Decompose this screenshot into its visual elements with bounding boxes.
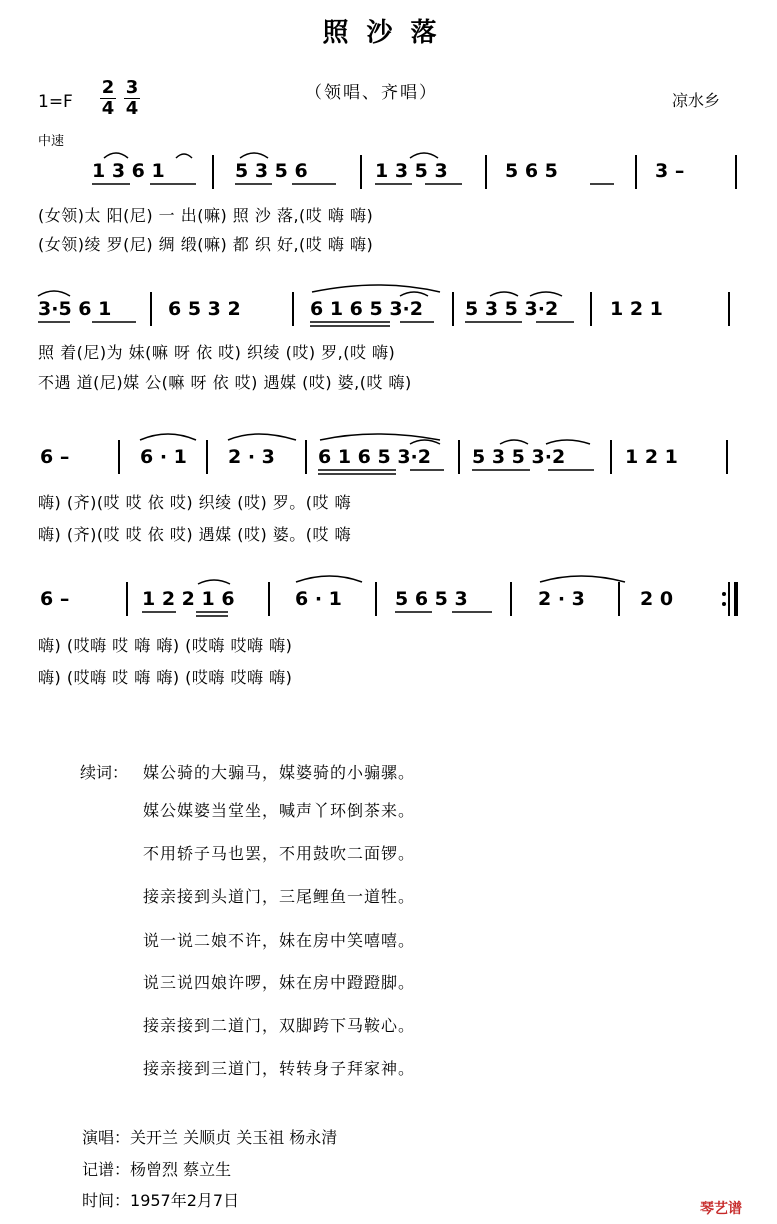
credit-singers (82, 1125, 337, 1148)
repeat-dot (722, 602, 726, 606)
slur (410, 440, 440, 444)
system2-measure2: 6 5 3 2 (168, 298, 241, 320)
meter2-bottom: 4 (125, 98, 139, 119)
slur (410, 153, 438, 158)
system2-measure1: 3·5 6 1 (38, 298, 112, 320)
key-signature: 1=F (38, 92, 73, 112)
slur (140, 434, 196, 440)
verse-line-2: 媒公媒婆当堂坐，喊声丫环倒茶来。 (143, 801, 416, 820)
tempo-mark: 中速 (38, 134, 65, 149)
system4-measure6: 2 0 (640, 588, 674, 610)
credit-transcribers (82, 1157, 231, 1180)
system4-measure5: 2 · 3 (538, 588, 585, 610)
system4-lyric1: 嗨) (哎嗨 哎 嗨 嗨) (哎嗨 哎嗨 嗨) (38, 636, 293, 655)
author: 凉水乡 (672, 91, 721, 110)
system1-measure3: 1 3 5 3 (375, 160, 448, 182)
slur (320, 434, 440, 440)
system3-lyric1: 嗨) (齐)(哎 哎 依 哎) 织绫 (哎) 罗。(哎 嗨 (38, 493, 352, 512)
system3-measure2: 6 · 1 (140, 446, 187, 468)
system2-lyric2: 不遇 道(尼)媒 公(嘛 呀 依 哎) 遇媒 (哎) 婆,(哎 嗨) (38, 373, 412, 392)
slur (38, 291, 70, 296)
verse-label: 续词： (80, 763, 129, 782)
slur (546, 440, 590, 444)
slur (400, 292, 428, 296)
verse-line-8: 接亲接到三道门，转转身子拜家神。 (143, 1059, 416, 1078)
verse-line-3: 不用轿子马也罢，不用鼓吹二面锣。 (143, 844, 416, 863)
slur (500, 440, 528, 444)
system3-measure4: 6 1 6 5 3·2 (318, 446, 431, 468)
site-logo: 琴艺谱 (700, 1201, 742, 1217)
slur (312, 285, 440, 292)
meter2-top: 3 (125, 77, 139, 98)
system4-measure2: 1 2 2 1 6 (142, 588, 235, 610)
system2-measure5: 1 2 1 (610, 298, 663, 320)
slur (228, 434, 296, 440)
system3-lyric2: 嗨) (齐)(哎 哎 依 哎) 遇媒 (哎) 婆。(哎 嗨 (38, 525, 352, 544)
slur (530, 292, 562, 296)
slur (176, 154, 192, 158)
verse-line-7: 接亲接到二道门，双脚跨下马鞍心。 (143, 1016, 416, 1035)
meter1-top: 2 (101, 77, 115, 98)
credit-transcribers-label: 记谱： (82, 1160, 131, 1179)
system3-measure5: 5 3 5 3·2 (472, 446, 566, 468)
system3-measure6: 1 2 1 (625, 446, 678, 468)
system1-measure1: 1 3 6 1 (92, 160, 165, 182)
verse-line-6: 说三说四娘许啰，妹在房中蹬蹬脚。 (143, 973, 416, 992)
credit-date (82, 1188, 239, 1211)
subtitle: （领唱、齐唱） (305, 83, 438, 103)
system3-measure3: 2 · 3 (228, 446, 275, 468)
credit-singers-label: 演唱： (82, 1128, 131, 1147)
credit-date-value: 1957年2月7日 (130, 1191, 240, 1210)
slur (104, 153, 128, 158)
system1-measure5: 3 – (655, 160, 685, 182)
credit-transcribers-value: 杨曾烈 蔡立生 (130, 1160, 232, 1179)
song-title: 照沙落 (322, 18, 455, 48)
slur (198, 580, 230, 584)
system1-measure2: 5 3 5 6 (235, 160, 308, 182)
slur (490, 292, 518, 296)
system2-lyric1: 照 着(尼)为 妹(嘛 呀 依 哎) 织绫 (哎) 罗,(哎 嗨) (38, 343, 396, 362)
slur (540, 576, 625, 582)
credit-singers-value: 关开兰 关顺贞 关玉祖 杨永清 (130, 1128, 338, 1147)
slur (296, 576, 362, 582)
system3-measure1: 6 – (40, 446, 70, 468)
system1-measure4: 5 6 5 (505, 160, 558, 182)
credit-date-label: 时间： (82, 1191, 131, 1210)
system4-measure4: 5 6 5 3 (395, 588, 468, 610)
repeat-dot (722, 592, 726, 596)
system4-measure3: 6 · 1 (295, 588, 342, 610)
verse-line-4: 接亲接到头道门，三尾鲤鱼一道牲。 (143, 887, 416, 906)
system2-measure3: 6 1 6 5 3·2 (310, 298, 423, 320)
system1-lyric2: (女领)绫 罗(尼) 绸 缎(嘛) 都 织 好,(哎 嗨 嗨) (38, 235, 374, 254)
system1-lyric1: (女领)太 阳(尼) 一 出(嘛) 照 沙 落,(哎 嗨 嗨) (38, 206, 374, 225)
system2-measure4: 5 3 5 3·2 (465, 298, 559, 320)
slur (240, 153, 268, 158)
system4-measure1: 6 – (40, 588, 70, 610)
verse-line-5: 说一说二娘不许，妹在房中笑嘻嘻。 (143, 931, 416, 950)
meter1-bottom: 4 (101, 98, 115, 119)
system4-lyric2: 嗨) (哎嗨 哎 嗨 嗨) (哎嗨 哎嗨 嗨) (38, 668, 293, 687)
verse-line-1: 媒公骑的大骟马，媒婆骑的小骟骡。 (143, 763, 416, 782)
